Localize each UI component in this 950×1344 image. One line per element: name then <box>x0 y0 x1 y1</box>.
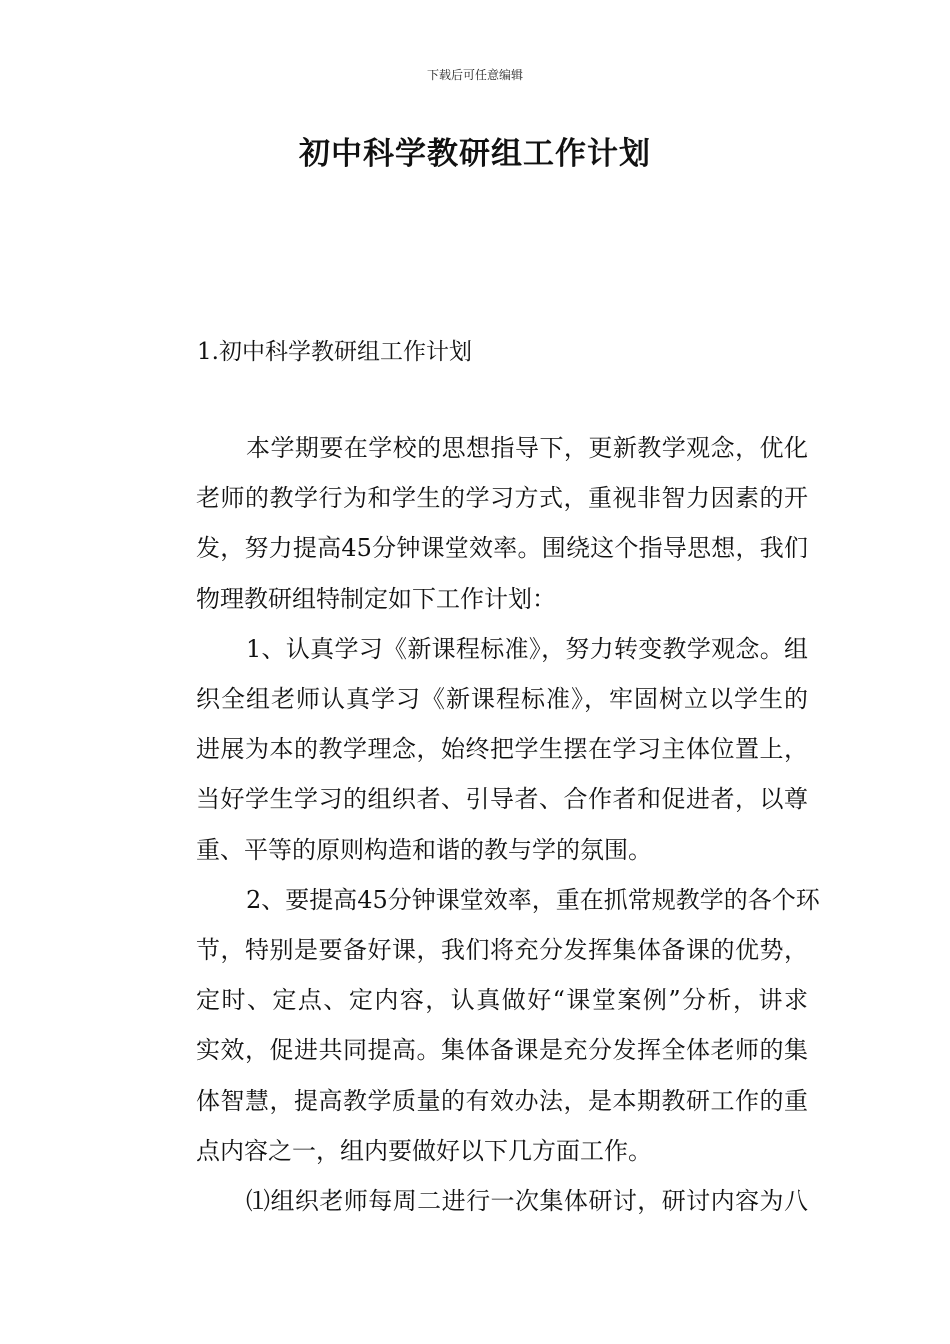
section-heading: 1.初中科学教研组工作计划 <box>197 339 472 365</box>
text-line: 重、平等的原则构造和谐的教与学的氛围。 <box>196 835 652 864</box>
paragraph-subitem-1 <box>146 1176 808 1226</box>
text-line: 进展为本的教学理念，始终把学生摆在学习主体位置上， <box>196 735 808 764</box>
body-text <box>146 423 820 1226</box>
text-line: 节，特别是要备好课，我们将充分发挥集体备课的优势， <box>196 936 808 965</box>
text-line: 当好学生学习的组织者、引导者、合作者和促进者，以尊 <box>196 785 808 814</box>
text-line: 定时、定点、定内容，认真做好“课堂案例”分析，讲求 <box>196 986 808 1015</box>
paragraph-item-1 <box>146 624 808 875</box>
text-line: 织全组老师认真学习《新课程标准》，牢固树立以学生的 <box>196 685 808 714</box>
text-line: 本学期要在学校的思想指导下，更新教学观念，优化 <box>246 434 808 462</box>
text-line: 1、认真学习《新课程标准》，努力转变教学观念。组 <box>246 634 808 663</box>
text-line: 实效，促进共同提高。集体备课是充分发挥全体老师的集 <box>196 1036 808 1065</box>
text-line: 体智慧，提高教学质量的有效办法，是本期教研工作的重 <box>196 1086 808 1115</box>
document-title: 初中科学教研组工作计划 <box>299 136 651 172</box>
text-line: 发，努力提高45分钟课堂效率。围绕这个指导思想，我们 <box>196 534 808 563</box>
text-line: 点内容之一，组内要做好以下几方面工作。 <box>196 1136 652 1165</box>
text-line: 2、要提高45分钟课堂效率，重在抓常规教学的各个环 <box>246 885 820 914</box>
text-line: 老师的教学行为和学生的学习方式，重视非智力因素的开 <box>196 484 808 513</box>
paragraph-item-2 <box>146 875 820 1176</box>
paragraph-intro <box>146 423 808 624</box>
header-note: 下载后可任意编辑 <box>426 68 523 82</box>
text-line: ⑴组织老师每周二进行一次集体研讨，研讨内容为八 <box>246 1187 808 1216</box>
text-line: 物理教研组特制定如下工作计划： <box>196 584 556 613</box>
